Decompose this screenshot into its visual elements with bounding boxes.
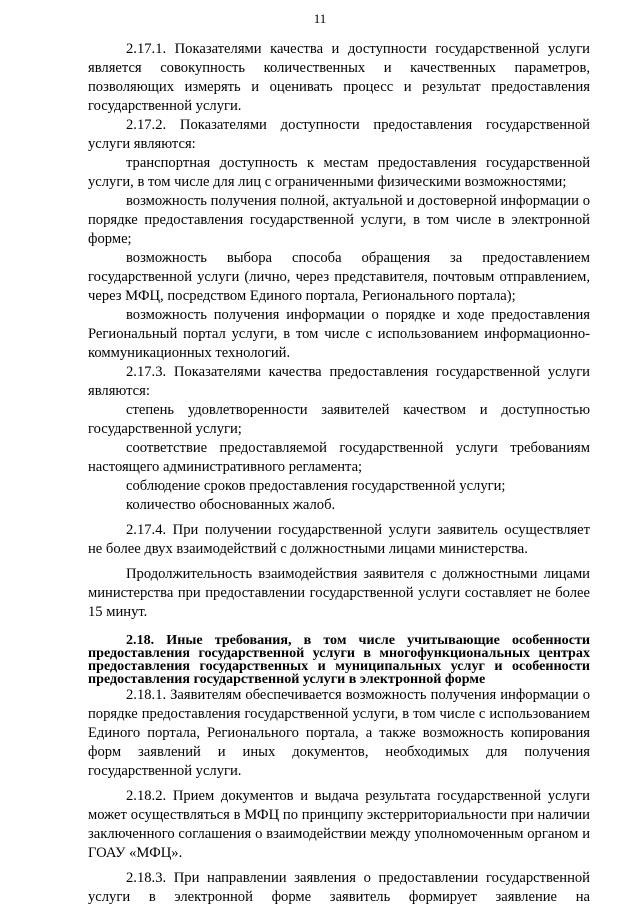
paragraph-interaction-duration: Продолжительность взаимодействия заявителя с должностными лицами министерства при предоставлении государственной услуги составляет не более 15 минут.: [88, 566, 590, 620]
list-item-satisfaction: степень удовлетворенности заявителей качеством и доступностью государственной услуги;: [88, 402, 590, 437]
section-heading-2-18: 2.18. Иные требования, в том числе учитывающие особенности предоставления государственной услуги в многофункциональных центрах предоставления государственных и муниципальных услуг и особенности предоставления государственной услуги в электронной форме: [88, 632, 590, 687]
list-item-complaints: количество обоснованных жалоб.: [126, 497, 336, 513]
list-item-information-availability: возможность получения полной, актуальной и достоверной информации о порядке предоставления государственной услуги, в том числе в электронной форме;: [88, 193, 590, 247]
document-body: [88, 40, 590, 907]
page-number: 11: [313, 11, 327, 26]
list-item-progress-information: возможность получения информации о порядке и ходе предоставления Региональный портал услуги, в том числе с использованием информационно-коммуникационных технологий.: [88, 307, 590, 361]
paragraph-2-17-1: 2.17.1. Показателями качества и доступности государственной услуги является совокупность количественных и качественных параметров, позволяющих измерять и оценивать процесс и результат предоставления государственной услуги.: [88, 41, 590, 114]
paragraph-2-17-3: 2.17.3. Показателями качества предоставления государственной услуги являются:: [88, 364, 590, 399]
paragraph-2-17-2: 2.17.2. Показателями доступности предоставления государственной услуги являются:: [88, 117, 590, 152]
paragraph-2-18-1: 2.18.1. Заявителям обеспечивается возможность получения информации о порядке предоставления государственной услуги, в том числе с использованием Единого портала, Регионального портала, а также возможность копирования форм заявлений и иных документов, необходимых для получения государственной услуги.: [88, 687, 590, 779]
paragraph-2-17-4: 2.17.4. При получении государственной услуги заявитель осуществляет не более двух взаимодействий с должностными лицами министерства.: [88, 522, 590, 557]
list-item-transport-accessibility: транспортная доступность к местам предоставления государственной услуги, в том числе для лиц с ограниченными физическими возможностями;: [88, 155, 590, 190]
list-item-deadlines: соблюдение сроков предоставления государственной услуги;: [126, 478, 506, 494]
paragraph-2-18-3: 2.18.3. При направлении заявления о предоставлении государственной услуги в электронной форме заявитель формирует заявление на: [88, 870, 590, 905]
list-item-choice-of-method: возможность выбора способа обращения за предоставлением государственной услуги (лично, через представителя, почтовым отправлением, через МФЦ, посредством Единого портала, Регионального портала);: [88, 250, 590, 304]
list-item-compliance: соответствие предоставляемой государственной услуги требованиям настоящего административного регламента;: [88, 440, 590, 475]
paragraph-2-18-2: 2.18.2. Прием документов и выдача результата государственной услуги может осуществляться в МФЦ по принципу экстерриториальности при наличии заключенного соглашения о взаимодействии между уполномоченным органом и ГОАУ «МФЦ».: [88, 788, 590, 861]
